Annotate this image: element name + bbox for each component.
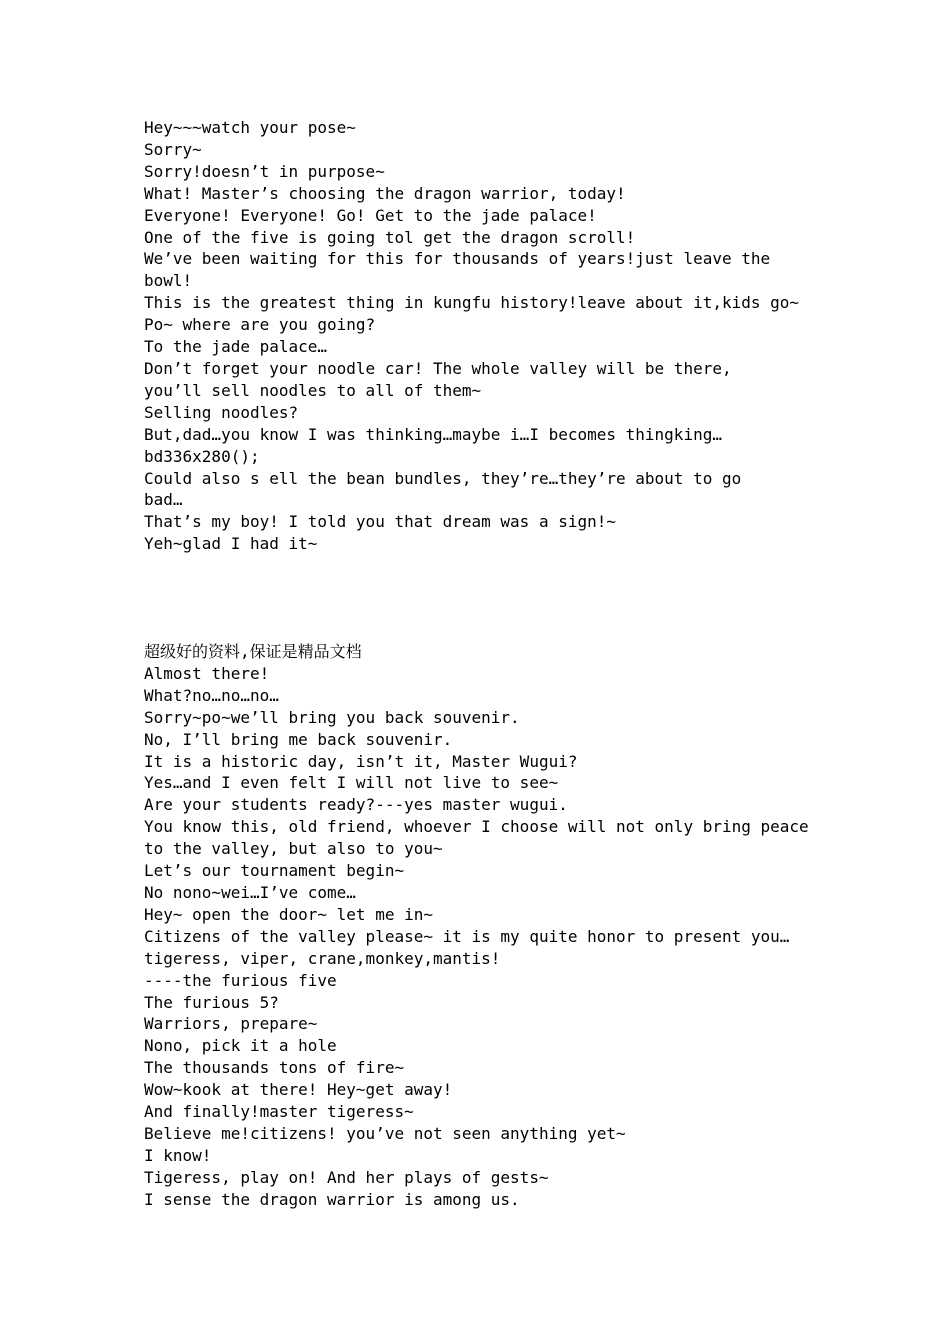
text-line: Sorry~po~we’ll bring you back souvenir. bbox=[144, 707, 520, 727]
text-line: What?no…no…no… bbox=[144, 685, 279, 705]
text-line: Could also s ell the bean bundles, they’re…they’re about to go bbox=[144, 468, 742, 488]
text-line: No, I’ll bring me back souvenir. bbox=[144, 729, 453, 749]
dialogue-block-2 bbox=[144, 641, 824, 1211]
text-line: I know! bbox=[144, 1145, 212, 1165]
text-line: Po~ where are you going? bbox=[144, 315, 376, 335]
text-line: Wow~kook at there! Hey~get away! bbox=[144, 1080, 453, 1100]
text-line: This is the greatest thing in kungfu history!leave about it,kids go~ bbox=[144, 293, 800, 313]
text-line: Are your students ready?---yes master wugui. bbox=[144, 795, 568, 815]
text-line: bd336x280(); bbox=[144, 446, 260, 466]
text-line: ----the furious five bbox=[144, 970, 337, 990]
text-line: One of the five is going tol get the dragon scroll! bbox=[144, 227, 636, 247]
text-line: But,dad…you know I was thinking…maybe i…I becomes thingking… bbox=[144, 424, 722, 444]
text-line: Hey~ open the door~ let me in~ bbox=[144, 904, 433, 924]
text-line: The thousands tons of fire~ bbox=[144, 1058, 405, 1078]
text-line: Warriors, prepare~ bbox=[144, 1014, 318, 1034]
text-line: Don’t forget your noodle car! The whole valley will be there, bbox=[144, 358, 732, 378]
text-line: No nono~wei…I’ve come… bbox=[144, 882, 356, 902]
text-line: Believe me!citizens! you’ve not seen anything yet~ bbox=[144, 1123, 626, 1143]
text-line: To the jade palace… bbox=[144, 337, 328, 357]
text-line: We’ve been waiting for this for thousands of years!just leave the bbox=[144, 249, 771, 269]
text-line: Let’s our tournament begin~ bbox=[144, 861, 405, 881]
text-line: to the valley, but also to you~ bbox=[144, 839, 443, 859]
text-line: Everyone! Everyone! Go! Get to the jade palace! bbox=[144, 205, 597, 225]
text-line: Sorry~ bbox=[144, 139, 202, 159]
text-line: That’s my boy! I told you that dream was a sign!~ bbox=[144, 512, 617, 532]
text-line: Yeh~glad I had it~ bbox=[144, 534, 318, 554]
text-line: Citizens of the valley please~ it is my quite honor to present you… bbox=[144, 926, 790, 946]
text-line: Tigeress, play on! And her plays of gests~ bbox=[144, 1167, 549, 1187]
text-line: Sorry!doesn’t in purpose~ bbox=[144, 161, 385, 181]
text-line: bowl! bbox=[144, 271, 193, 291]
text-line: 超级好的资料,保证是精品文档 bbox=[144, 642, 362, 661]
text-line: And finally!master tigeress~ bbox=[144, 1102, 414, 1122]
text-line: The furious 5? bbox=[144, 992, 279, 1012]
text-line: Selling noodles? bbox=[144, 402, 299, 422]
text-line: It is a historic day, isn’t it, Master Wugui? bbox=[144, 751, 578, 771]
text-line: Nono, pick it a hole bbox=[144, 1036, 337, 1056]
text-line: you’ll sell noodles to all of them~ bbox=[144, 380, 482, 400]
text-line: I sense the dragon warrior is among us. bbox=[144, 1189, 520, 1209]
text-line: tigeress, viper, crane,monkey,mantis! bbox=[144, 948, 501, 968]
text-line: You know this, old friend, whoever I choose will not only bring peace bbox=[144, 817, 809, 837]
text-line: What! Master’s choosing the dragon warrior, today! bbox=[144, 183, 626, 203]
text-line: Yes…and I even felt I will not live to see~ bbox=[144, 773, 559, 793]
text-line: Almost there! bbox=[144, 663, 270, 683]
text-line: Hey~~~watch your pose~ bbox=[144, 118, 356, 137]
text-line: bad… bbox=[144, 490, 183, 510]
dialogue-block-1 bbox=[144, 117, 824, 555]
